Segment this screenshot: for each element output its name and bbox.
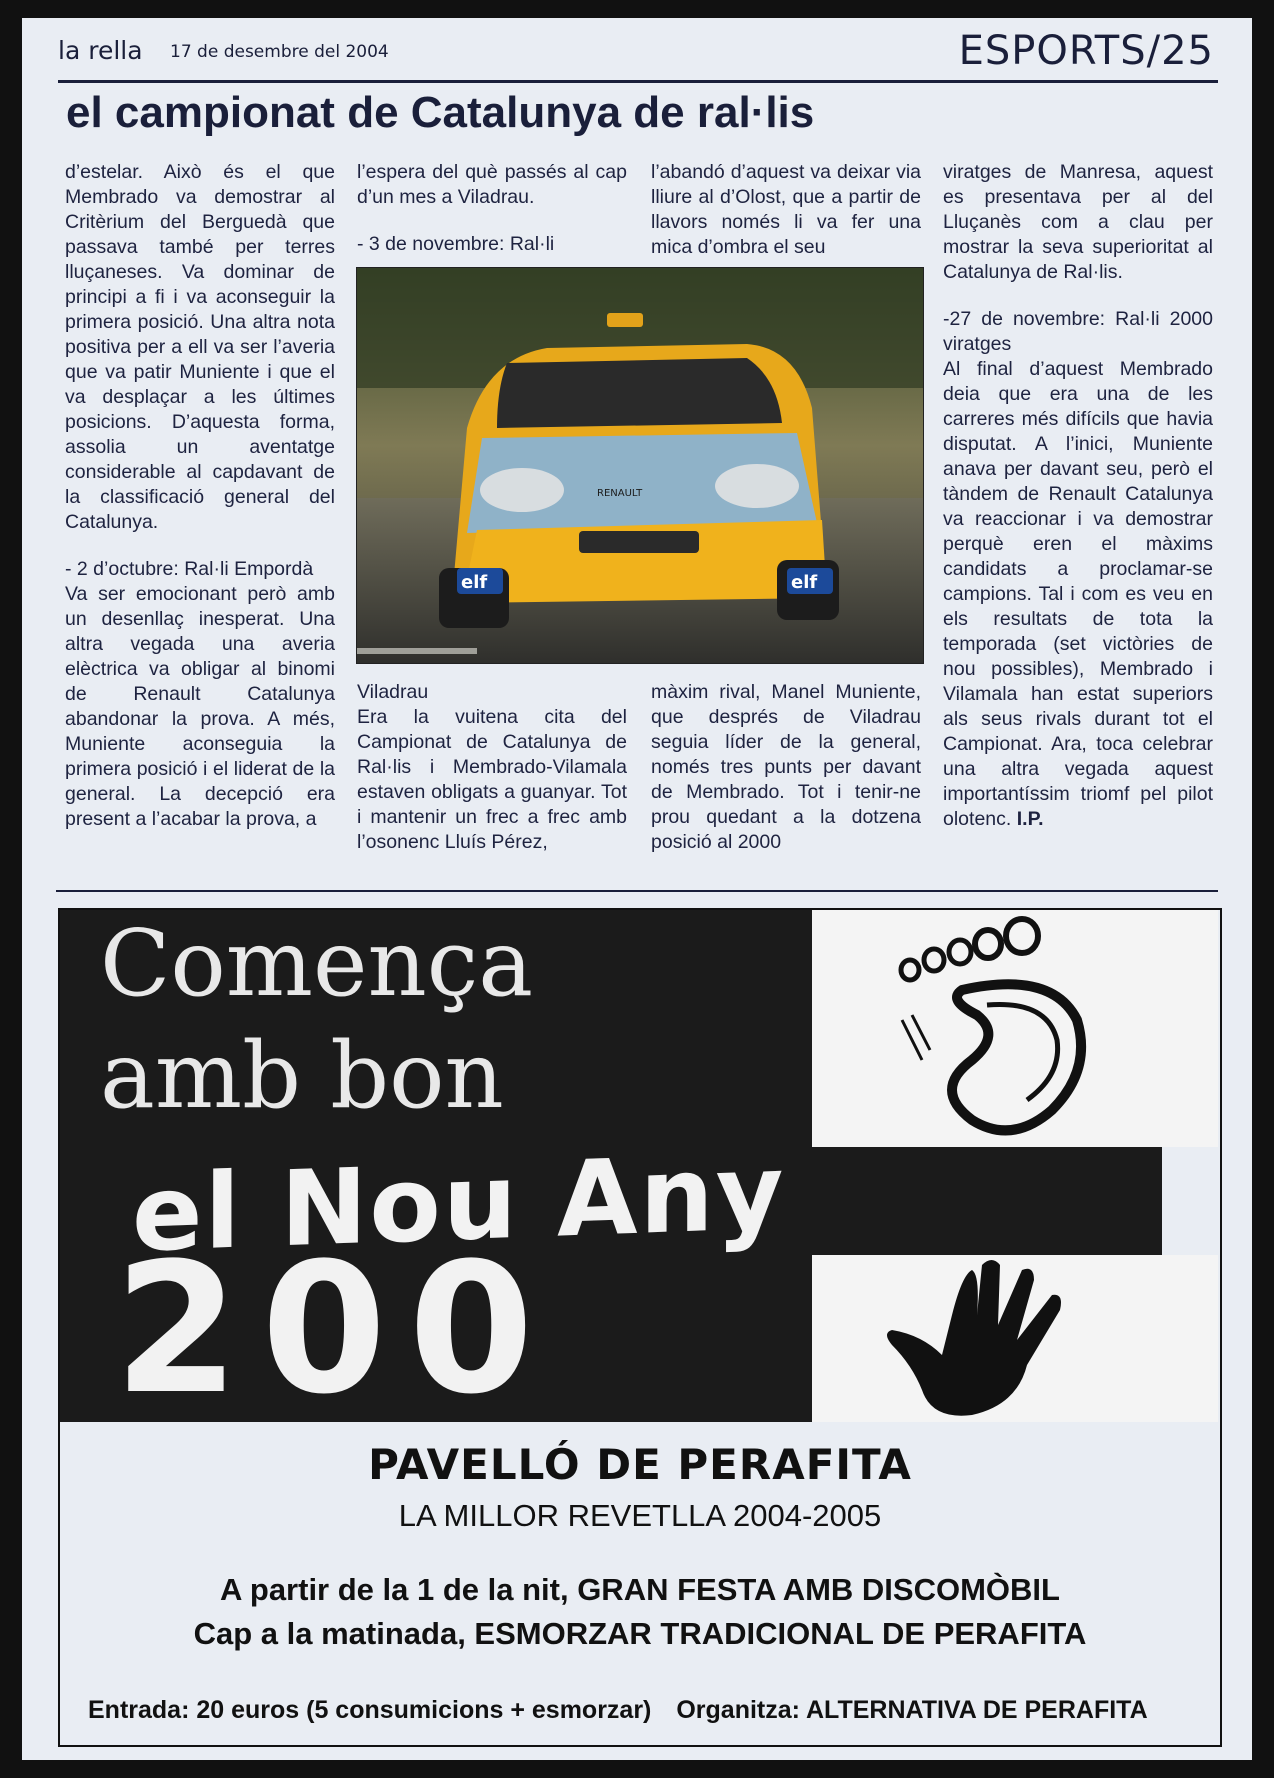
paragraph: màxim rival, Manel Muniente, que després de Viladrau seguia líder de la general, només tres punts per davant de Membrado. Tot i tenir-ne prou quedant a la dotzena posició al 2000 — [651, 681, 921, 853]
footprint-icon — [812, 910, 1218, 1147]
article-column-2 — [357, 160, 627, 257]
paragraph: Al final d’aquest Membrado deia que era una de les carreres més difícils que havia disputat. A l’inici, Muniente anava per davant seu, però el tàndem de Renault Catalunya va reaccionar i va demostrar perquè eren el màxims candidats a proclamar-se campions. Tal i com es veu en els resultats de tota la temporada (set victòries de nou possibles), Membrado i Vilamala han estat superiors als seus rivals durant tot el Campionat. Ara, toca celebrar una altra vegada aquest importantíssim triomf pel pilot olotenc. — [943, 358, 1213, 830]
ad-organizer: Organitza: ALTERNATIVA DE PERAFITA — [676, 1696, 1148, 1724]
publication-name: la rella — [58, 36, 143, 65]
section-page-label: ESPORTS/25 — [958, 28, 1214, 74]
paragraph: l’espera del què passés al cap d’un mes a Viladrau. — [357, 161, 627, 208]
article-column-1 — [65, 160, 335, 844]
header-rule — [58, 80, 1218, 83]
rally-car-image — [357, 268, 923, 663]
article-column-3-continued — [651, 680, 921, 855]
ad-headline-line-1: Comença — [100, 910, 534, 1017]
article-column-4 — [943, 160, 1213, 844]
ad-entry-price: Entrada: 20 euros (5 consumicions + esmorzar) — [88, 1696, 652, 1724]
ad-info-line-2: Cap a la matinada, ESMORZAR TRADICIONAL DE PERAFITA — [193, 1616, 1087, 1651]
ad-white-panel-top — [812, 910, 1218, 1147]
subheading: Viladrau — [357, 681, 429, 703]
article-headline: el campionat de Catalunya de ral·lis — [66, 88, 815, 137]
ad-white-panel-bottom — [812, 1255, 1218, 1422]
decal-text: elf — [461, 572, 488, 593]
author-initials: I.P. — [1016, 808, 1044, 830]
subheading: -27 de novembre: Ral·li 2000 viratges — [943, 308, 1213, 355]
paragraph: viratges de Manresa, aquest es presentava per al del Lluçanès com a clau per mostrar la seva superioritat al Catalunya de Ral·lis. — [943, 161, 1213, 283]
subheading: - 2 d’octubre: Ral·li Empordà — [65, 558, 314, 580]
decal-text: RENAULT — [597, 488, 643, 499]
paragraph: Era la vuitena cita del Campionat de Catalunya de Ral·lis i Membrado-Vilamala estaven obligats a guanyar. Tot i mantenir un frec a frec amb l’osonenc Lluís Pérez, — [357, 706, 627, 853]
paragraph: d’estelar. Això és el que Membrado va demostrar al Critèrium del Berguedà que passava també per terres lluçaneses. Va dominar de principi a fi i va aconseguir la primera posició. Una altra nota positiva per a ell va ser l’averia que va patir Muniente i que el va desplaçar a les últimes posicions. D’aquesta forma, assolia un aventatge considerable al capdavant de la classificació general del Catalunya. — [65, 161, 335, 533]
paragraph: l’abandó d’aquest va deixar via lliure al d’Olost, que a partir de llavors només li va fer una mica d’ombra el seu — [651, 161, 921, 258]
issue-date: 17 de desembre del 2004 — [170, 42, 389, 62]
article-column-2-continued — [357, 680, 627, 855]
handprint-icon — [812, 1255, 1218, 1422]
ad-info-line-1: A partir de la 1 de la nit, GRAN FESTA AMB DISCOMÒBIL — [220, 1572, 1060, 1607]
paragraph: Va ser emocionant però amb un desenllaç inesperat. Una altra vegada una averia elèctrica va obligar al binomi de Renault Catalunya abandonar la prova. A més, Muniente aconseguia la primera posició i el liderat de la general. La decepció era present a l’acabar la prova, a — [65, 583, 335, 830]
page-header — [58, 26, 1218, 74]
rally-car-photo — [356, 267, 924, 664]
newspaper-page — [22, 18, 1252, 1760]
ad-footer — [88, 1696, 1198, 1725]
section-divider — [56, 890, 1218, 892]
ad-headline-line-3: el Nou Any — [132, 1130, 786, 1276]
subheading: - 3 de novembre: Ral·li — [357, 233, 555, 255]
article-column-3 — [651, 160, 921, 272]
ad-subtitle: LA MILLOR REVETLLA 2004-2005 — [398, 1498, 882, 1533]
ad-black-band — [812, 1147, 1162, 1255]
decal-text: elf — [791, 572, 818, 593]
event-advertisement — [58, 908, 1222, 1747]
ad-headline-line-2: amb bon — [100, 1022, 504, 1129]
ad-year: 200 — [114, 1225, 556, 1434]
ad-venue: PAVELLÓ DE PERAFITA — [368, 1440, 912, 1489]
